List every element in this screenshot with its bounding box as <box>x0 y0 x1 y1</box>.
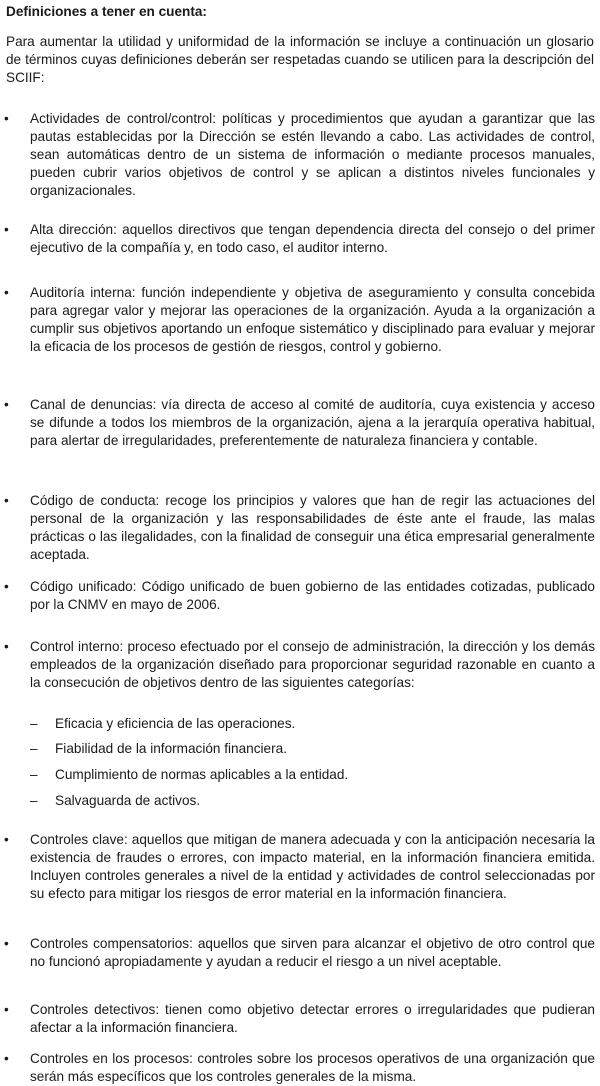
definition-text: Controles compensatorios: aquellos que sirven para alcanzar el objetivo de otro control que no funcionó apropiadamente y ayudan a reducir el riesgo a un nivel aceptable. <box>30 936 595 969</box>
dash-icon: – <box>30 767 38 782</box>
definition-text: Controles clave: aquellos que mitigan de manera adecuada y con la anticipación necesaria la existencia de fraudes o errores, con impacto material, en la información financiera emitida. Incluyen controles generales a nivel de la entidad y actividades de control seleccionadas por su efecto para mitigar los riesgos de error material en la información financiera. <box>30 832 595 901</box>
category-text: Salvaguarda de activos. <box>55 793 201 808</box>
definition-text: Alta dirección: aquellos directivos que tengan dependencia directa del consejo o del primer ejecutivo de la compañía y, en todo caso, el auditor interno. <box>30 222 595 255</box>
bullet-icon: • <box>4 1051 9 1066</box>
dash-icon: – <box>30 741 38 756</box>
definition-text: Actividades de control/control: políticas y procedimientos que ayudan a garantizar que las pautas establecidas por la Dirección se estén llevando a cabo. Las actividades de control, sean automáticas dentro de un sistema de información o mediante procesos manuales, pueden cubrir varios objetivos de control y se aplican a distintos niveles funcionales y organizacionales. <box>30 111 595 198</box>
intro-paragraph: Para aumentar la utilidad y uniformidad de la información se incluye a continuación un glosario de términos cuyas definiciones deberán ser respetadas cuando se utilicen para la descripción del SCIIF: <box>6 34 594 85</box>
bullet-icon: • <box>4 493 9 508</box>
dash-icon: – <box>30 716 38 731</box>
bullet-icon: • <box>4 1002 9 1017</box>
definition-text: Código de conducta: recoge los principios y valores que han de regir las actuaciones del personal de la organización y las responsabilidades de éste ante el fraude, las malas prácticas o las ilegalidades, con la finalidad de conseguir una ética empresarial generalmente aceptada. <box>30 493 595 562</box>
definition-text: Código unificado: Código unificado de buen gobierno de las entidades cotizadas, publicado por la CNMV en mayo de 2006. <box>30 579 595 612</box>
definition-text: Control interno: proceso efectuado por el consejo de administración, la dirección y los demás empleados de la organización diseñado para proporcionar seguridad razonable en cuanto a la consecución de objetivos dentro de las siguientes categorías: <box>30 639 595 690</box>
bullet-icon: • <box>4 285 9 300</box>
definition-text: Auditoría interna: función independiente y objetiva de aseguramiento y consulta concebida para agregar valor y mejorar las operaciones de la organización. Ayuda a la organización a cumplir sus objetivos aportando un enfoque sistemático y disciplinado para evaluar y mejorar la eficacia de los procesos de gestión de riesgos, control y gobierno. <box>30 285 595 354</box>
category-text: Cumplimiento de normas aplicables a la entidad. <box>55 767 349 782</box>
bullet-icon: • <box>4 639 9 654</box>
dash-icon: – <box>30 793 38 808</box>
definition-text: Controles detectivos: tienen como objetivo detectar errores o irregularidades que pudieran afectar a la información financiera. <box>30 1002 595 1035</box>
bullet-icon: • <box>4 111 9 126</box>
bullet-icon: • <box>4 397 9 412</box>
section-heading: Definiciones a tener en cuenta: <box>6 4 207 19</box>
category-text: Fiabilidad de la información financiera. <box>55 741 287 756</box>
bullet-icon: • <box>4 832 9 847</box>
definition-text: Controles en los procesos: controles sobre los procesos operativos de una organización que serán más específicos que los controles generales de la misma. <box>30 1051 595 1084</box>
category-text: Eficacia y eficiencia de las operaciones. <box>55 716 296 731</box>
definition-text: Canal de denuncias: vía directa de acceso al comité de auditoría, cuya existencia y acceso se difunde a todos los miembros de la organización, ajena a la jerarquía operativa habitual, para alertar de irregularidades, preferentemente de naturaleza financiera y contable. <box>30 397 595 448</box>
bullet-icon: • <box>4 579 9 594</box>
bullet-icon: • <box>4 936 9 951</box>
bullet-icon: • <box>4 222 9 237</box>
